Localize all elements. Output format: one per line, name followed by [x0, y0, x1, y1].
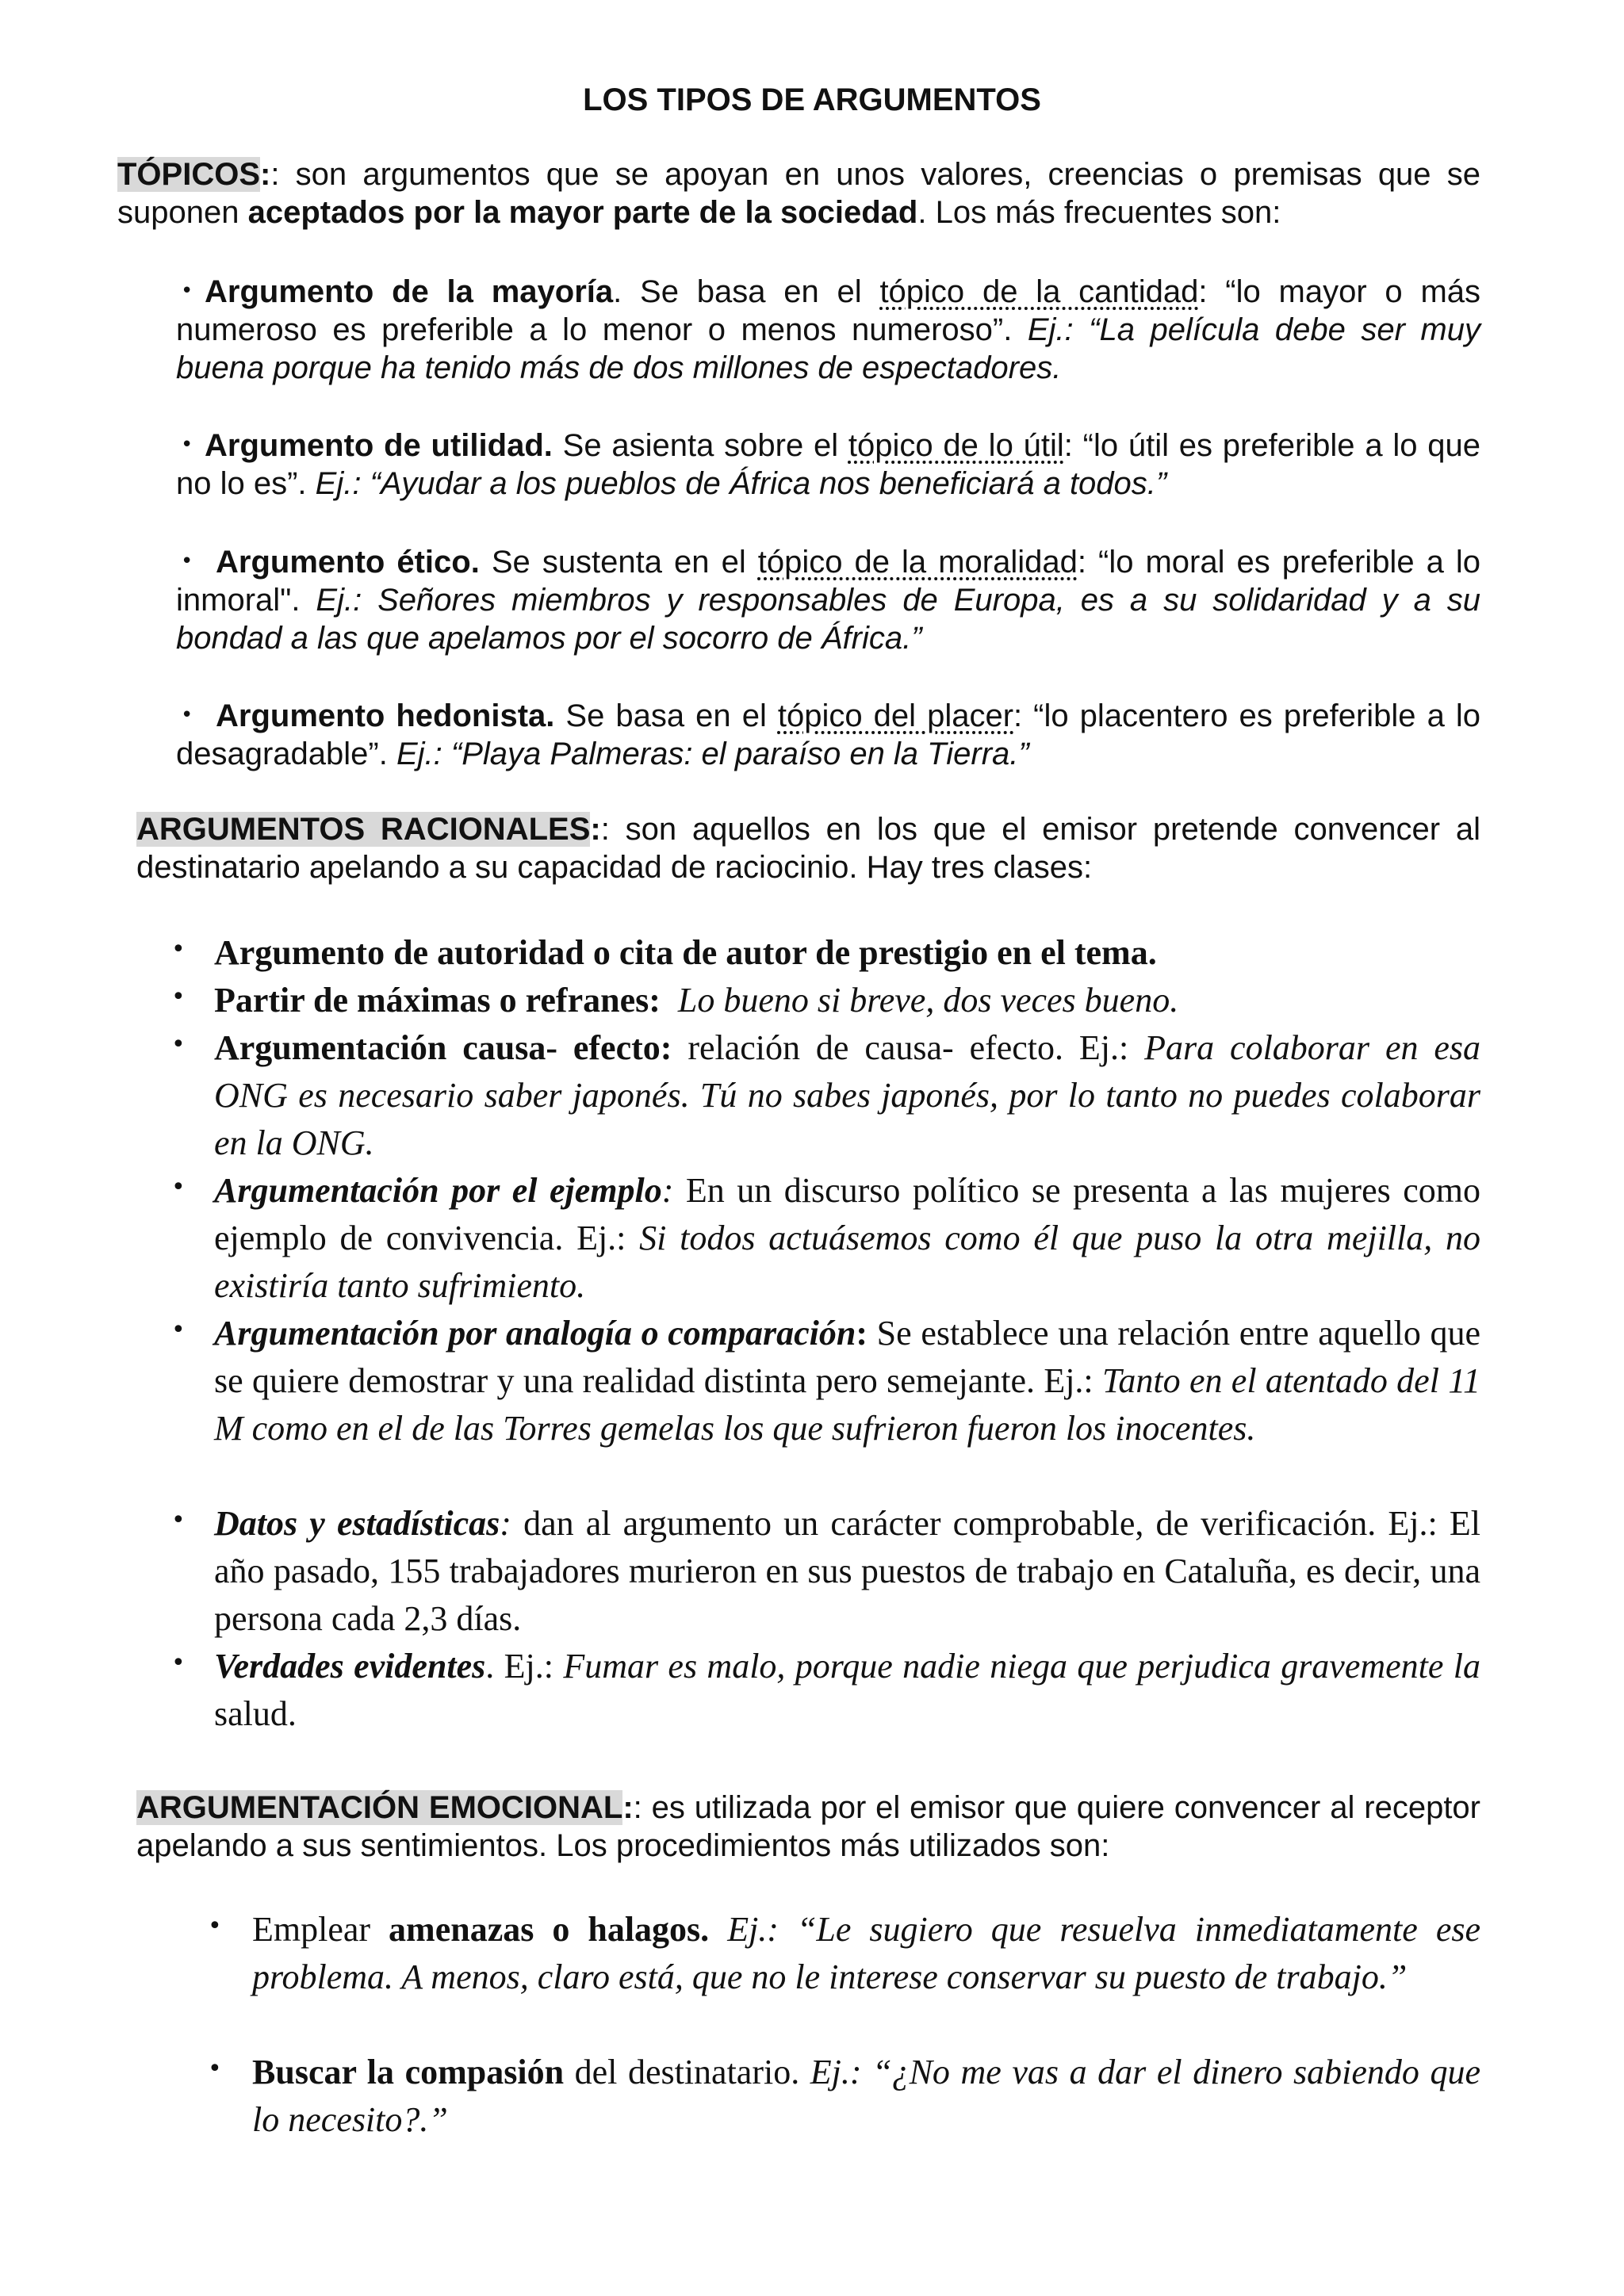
list-item: Argumento de la mayoría. Se basa en el tópico de la cantidad: “lo mayor o más numeroso es preferible a lo menor o menos numeroso”. Ej.: “La película debe ser muy buena porque ha tenido más de dos millones de espectadores.: [176, 274, 1481, 385]
list-item: Emplear amenazas o halagos. Ej.: “Le sugiero que resuelva inmediatamente ese problema. A menos, claro está, que no le interese conservar su puesto de trabajo.”: [252, 1910, 1480, 1996]
bullet-icon: •: [181, 433, 193, 457]
topicos-intro: TÓPICOS:: son argumentos que se apoyan en unos valores, creencias o premisas que se suponen aceptados por la mayor parte de la sociedad. Los más frecuentes son:: [117, 157, 1480, 230]
bullet-icon: •: [171, 1173, 186, 1201]
list-item: Argumento ético. Se sustenta en el tópico de la moralidad: “lo moral es preferible a lo inmoral". Ej.: Señores miembros y responsables de Europa, es a su solidaridad y a su bondad a las que apelamos por el socorro de África.”: [176, 545, 1481, 656]
bullet-icon: •: [181, 279, 193, 303]
list-item: Argumento hedonista. Se basa en el tópico del placer: “lo placentero es preferible a lo desagradable”. Ej.: “Playa Palmeras: el paraíso en la Tierra.”: [176, 698, 1480, 771]
list-item: Argumentación causa- efecto: relación de causa- efecto. Ej.: Para colaborar en esa ONG es necesario saber japonés. Tú no sabes japonés, por lo tanto no puedes colaborar en la ONG.: [214, 1028, 1481, 1162]
bullet-icon: •: [171, 1316, 186, 1344]
list-item: Partir de máximas o refranes: Lo bueno si breve, dos veces bueno.: [214, 981, 1179, 1020]
topicos-heading: TÓPICOS: [117, 157, 261, 192]
bullet-icon: •: [208, 1912, 222, 1940]
list-item: Datos y estadísticas: dan al argumento un carácter comprobable, de verificación. Ej.: El año pasado, 155 trabajadores murieron en sus puestos de trabajo en Cataluña, es decir, una persona cada 2,3 días.: [214, 1504, 1480, 1638]
bullet-icon: •: [171, 1649, 186, 1677]
bullet-icon: •: [208, 2055, 222, 2083]
list-item: Argumentación por analogía o comparación: Se establece una relación entre aquello que se quiere demostrar y una realidad distinta pero semejante. Ej.: Tanto en el atentado del 11 M como en el de las Torres gemelas los que sufrieron fueron los inocentes.: [214, 1314, 1481, 1448]
bullet-icon: •: [181, 703, 193, 727]
bullet-icon: •: [171, 1506, 186, 1534]
list-item: Buscar la compasión del destinatario. Ej.: “¿No me vas a dar el dinero sabiendo que lo necesito?.”: [252, 2053, 1480, 2139]
racionales-intro: ARGUMENTOS RACIONALES:: son aquellos en los que el emisor pretende convencer al destinatario apelando a su capacidad de raciocinio. Hay tres clases:: [136, 812, 1480, 885]
emocional-heading: ARGUMENTACIÓN EMOCIONAL: [136, 1790, 623, 1825]
list-item: Verdades evidentes. Ej.: Fumar es malo, porque nadie niega que perjudica gravemente la salud.: [214, 1647, 1480, 1733]
bullet-icon: •: [171, 936, 186, 963]
list-item: Argumento de autoridad o cita de autor de prestigio en el tema.: [214, 933, 1157, 972]
page-title: LOS TIPOS DE ARGUMENTOS: [583, 82, 1041, 117]
list-item: Argumentación por el ejemplo: En un discurso político se presenta a las mujeres como ejemplo de convivencia. Ej.: Si todos actuásemos como él que puso la otra mejilla, no existiría tanto sufrimiento.: [214, 1171, 1480, 1305]
bullet-icon: •: [171, 983, 186, 1011]
emocional-intro: ARGUMENTACIÓN EMOCIONAL:: es utilizada por el emisor que quiere convencer al receptor apelando a sus sentimientos. Los procedimientos más utilizados son:: [136, 1790, 1480, 1863]
bullet-icon: •: [171, 1031, 186, 1058]
racionales-heading: ARGUMENTOS RACIONALES: [136, 812, 591, 847]
list-item: Argumento de utilidad. Se asienta sobre el tópico de lo útil: “lo útil es preferible a lo que no lo es”. Ej.: “Ayudar a los pueblos de África nos beneficiará a todos.”: [176, 428, 1481, 501]
bullet-icon: •: [181, 549, 193, 573]
